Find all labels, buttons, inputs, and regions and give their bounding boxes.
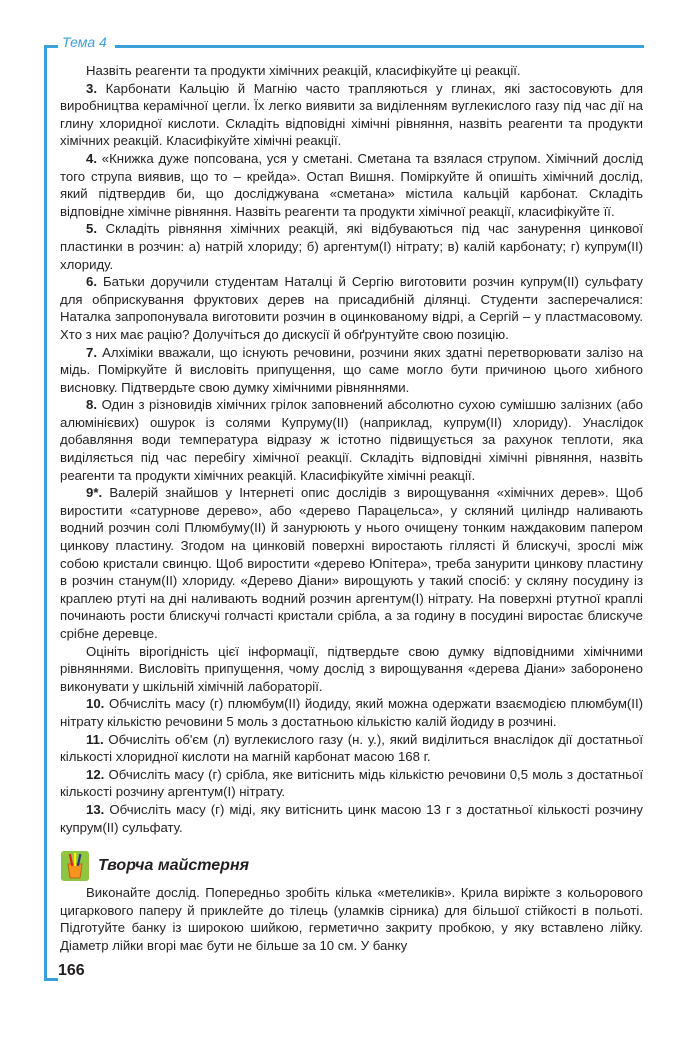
paragraph-text: Назвіть реагенти та продукти хімічних реакцій, класифікуйте ці реакції. xyxy=(86,63,521,78)
topic-label: Тема 4 xyxy=(58,34,115,50)
task-4 xyxy=(60,150,643,220)
task-3 xyxy=(60,80,643,150)
paragraph-intro xyxy=(60,62,643,80)
task-text: Оцініть вірогідність цієї інформації, підтвердьте свою думку відповідними хімічними рівняннями. Висловіть припущення, чому дослід з вирощування «дерева Діани» заборонено виконувати у шкільній хімічній лабораторії. xyxy=(60,643,643,694)
task-number: 4. xyxy=(86,150,97,166)
task-text: Валерій знайшов у Інтернеті опис дослідів з вирощування «хімічних дерев». Щоб виростити «сатурнове дерево», або «дерево Парацельса», у скляний циліндр наливають водний розчин солі Плюмбуму(ІІ) й занурюють у нього очищену тонким наждаковим папером цинкову пластину. Згодом на цинковій поверхні виростають гіллясті й блискучі, зрослі між собою кристали свинцю. Щоб виростити «дерево Юпітера», треба занурити цинкову пластину в розчин станум(ІІ) хлориду. «Дерево Діани» вирощують у такий спосіб: у скляну посудину із краплею ртуті на дні наливають водний розчин аргентум(І) нітрату. На поверхні ртутної краплі починають рости блискучі голчасті кристали срібла, а за годину в посудині виростає блискуче срібне деревце. xyxy=(60,485,643,641)
task-10 xyxy=(60,695,643,730)
task-text: Обчисліть масу (г) плюмбум(ІІ) йодиду, який можна одержати взаємодією плюмбум(ІІ) нітрату кількістю речовини 5 моль з достатньою кількістю калій йодиду в розчині. xyxy=(60,696,643,729)
task-number: 6. xyxy=(86,274,97,290)
page-content xyxy=(60,62,643,955)
workshop-title: Творча майстерня xyxy=(98,857,250,875)
task-text: Обчисліть масу (г) міді, яку витіснить цинк масою 13 г з достатньої кількості розчину купрум(ІІ) сульфату. xyxy=(60,801,643,835)
task-number: 10. xyxy=(86,696,105,712)
task-text: Обчисліть масу (г) срібла, яке витіснить мідь кількістю речовини 0,5 моль з достатньої кількості розчину аргентум(І) нітрату. xyxy=(60,766,643,800)
task-text: Обчисліть об'єм (л) вуглекислого газу (н. у.), який виділиться внаслідок дії достатньої кількості хлоридної кислоти на магній карбонат масою 168 г. xyxy=(60,731,643,765)
brush-cup-icon xyxy=(60,850,90,882)
header-rule xyxy=(44,45,644,48)
task-number: 3. xyxy=(86,80,97,96)
task-9-continuation xyxy=(60,643,643,696)
task-number: 5. xyxy=(86,221,97,237)
task-number: 11. xyxy=(86,731,104,747)
workshop-heading xyxy=(60,850,643,882)
task-text: Один з різновидів хімічних грілок заповнений абсолютно сухою сумішшю залізних (або алюмінієвих) ошурок із солями Купруму(ІІ) (наприклад, купрум(ІІ) хлориду). Унаслідок добавляння води температура відразу ж істотно підвищується за рахунок теплоти, яка виділяється під час перебігу хімічної реакції. Складіть відповідні хімічні рівняння, назвіть реагенти та продукти хімічних реакцій. Класифікуйте хімічні реакції. xyxy=(60,397,643,483)
task-9 xyxy=(60,484,643,642)
workshop-text: Виконайте дослід. Попередньо зробіть кілька «метеликів». Крила виріжте з кольорового цигаркового паперу й приклейте до тілець (уламків сірника) для більшої стійкості в польоті. Підготуйте банку із широкою шийкою, герметично закриту пробкою, у яку вставлено лійку. Діаметр лійки вгорі має бути не більше за 10 см. У банку xyxy=(60,885,643,953)
task-8 xyxy=(60,396,643,484)
task-number: 13. xyxy=(86,801,105,817)
task-number: 7. xyxy=(86,344,97,360)
task-text: Карбонати Кальцію й Магнію часто трапляються у глинах, які застосовують для виробництва керамічної цегли. Їх легко виявити за виділенням вуглекислого газу під час дії на глину хлоридної кислоти. Складіть відповідні хімічні рівняння, назвіть реагенти та продукти хімічних реакцій. Класифікуйте хімічні реакції. xyxy=(60,80,643,149)
page-number-rule xyxy=(44,978,58,981)
task-number: 9*. xyxy=(86,485,103,501)
page-number: 166 xyxy=(58,962,85,979)
task-number: 8. xyxy=(86,397,97,413)
task-11 xyxy=(60,731,643,766)
task-text: Складіть рівняння хімічних реакцій, які відбуваються під час занурення цинкової пластинки в розчин: а) натрій хлориду; б) аргентум(І) нітрату; в) калій карбонату; г) купрум(ІІ) хлориду. xyxy=(60,221,643,272)
task-number: 12. xyxy=(86,766,105,782)
task-13 xyxy=(60,801,643,836)
task-12 xyxy=(60,766,643,801)
task-5 xyxy=(60,220,643,273)
task-text: Батьки доручили студентам Наталці й Сергію виготовити розчин купрум(ІІ) сульфату для обприскування фруктових дерев на присадибній ділянці. Студенти засперечалися: Наталка запропонувала виготовити розчин в оцинкованому відрі, а Сергій – у пластмасовому. Хто з них має рацію? Долучіться до дискусії й обґрунтуйте свою позицію. xyxy=(60,274,643,342)
task-text: Алхіміки вважали, що існують речовини, розчини яких здатні перетворювати залізо на мідь. Поміркуйте й висловіть припущення, що саме могло бути причиною цього хибного висновку. Підтвердьте свою думку хімічними рівняннями. xyxy=(60,344,643,395)
margin-rule xyxy=(44,45,47,980)
task-text: «Книжка дуже попсована, уся у сметані. Сметана та взялася струпом. Хімічний дослід того струпа виявив, що то – крейда». Остап Вишня. Поміркуйте й опишіть хімічний дослід, який підтвердив би, що досліджувана «сметана» містила кальцій карбонат. Складіть відповідне хімічне рівняння. Назвіть реагенти та продукти хімічної реакції, класифікуйте її. xyxy=(60,150,643,219)
task-6 xyxy=(60,273,643,343)
task-7 xyxy=(60,344,643,397)
